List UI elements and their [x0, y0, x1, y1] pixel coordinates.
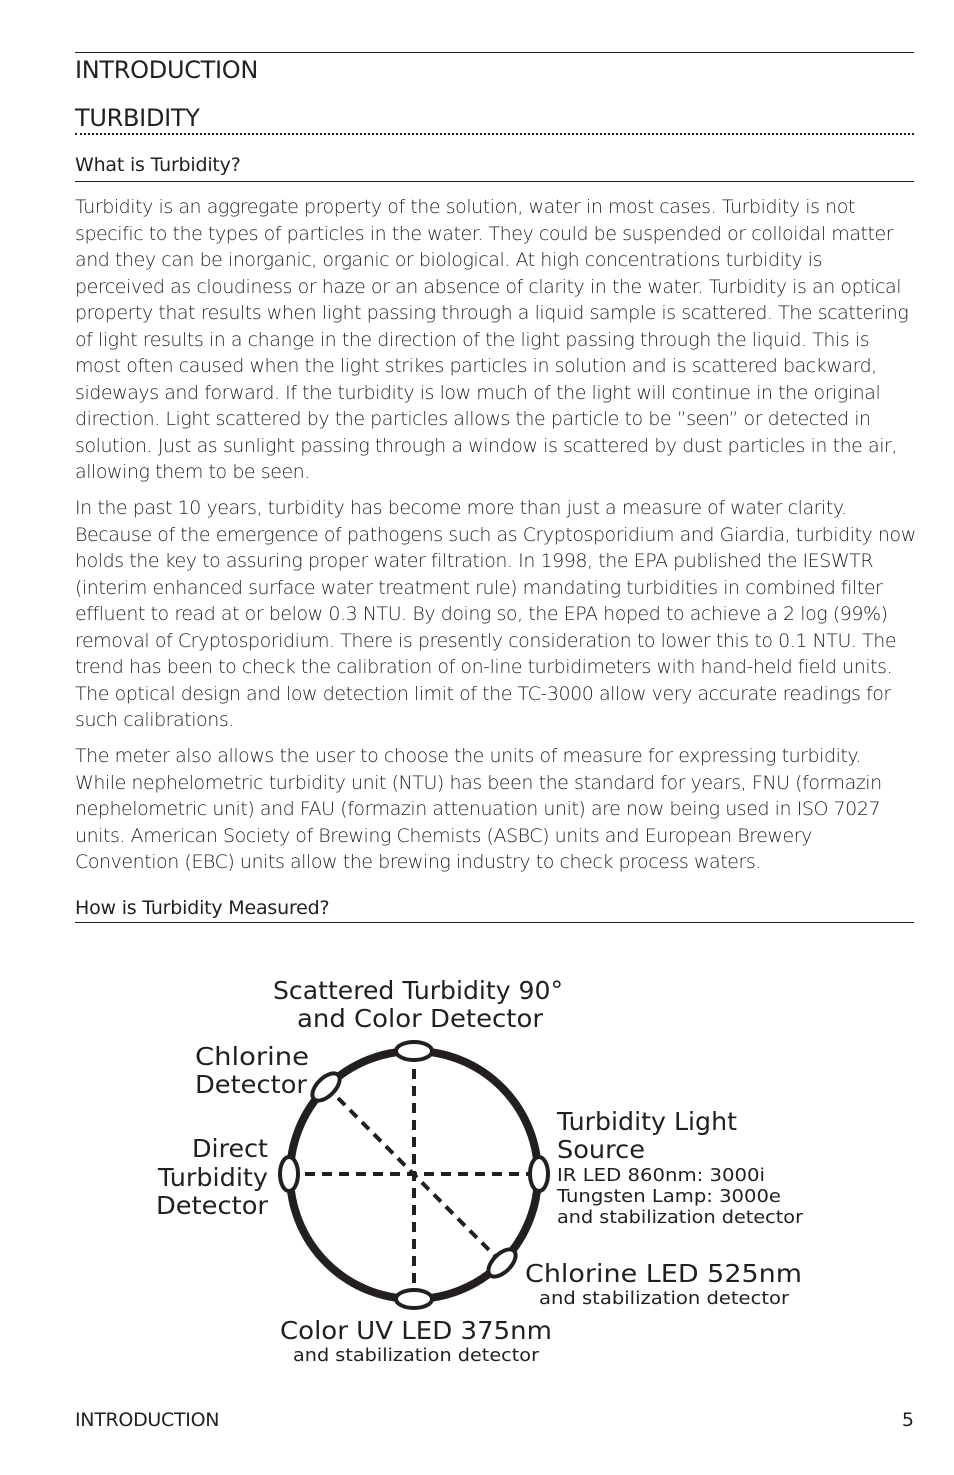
paragraph-history: In the past 10 years, turbidity has become more than just a measure of water clarity. Because of the emergence of pathogens such as Cryptosporidium and Giardia, turbidity now holds the key to assuring proper water filtration. In 1998, the EPA published the IESWTR (interim enhanced surface water treatment rule) mandating turbidities in combined filter effluent to read at or below 0.3 NTU. By doing so, the EPA hoped to achieve a 2 log (99%) removal of Cryptosporidium. There is presently consideration to lower this to 0.1 NTU. The trend has been to check the calibration of on-line turbidimeters with hand-held field units. The optical design and low detection limit of the TC-3000 allow very accurate readings for such calibrations. [75, 497, 916, 731]
label-chlorine-led-line1: Chlorine LED 525nm [525, 1259, 802, 1288]
what-is-rule [75, 181, 914, 182]
label-chlorine-detector-line1: Chlorine [195, 1042, 309, 1071]
top-rule [75, 52, 914, 53]
direct-detector [280, 1157, 298, 1191]
label-scattered-line2: and Color Detector [297, 1004, 544, 1033]
label-scattered-line1: Scattered Turbidity 90° [273, 976, 563, 1005]
page-number: 5 [901, 1409, 914, 1431]
label-uv-line1: Color UV LED 375nm [280, 1316, 552, 1345]
uv-led [396, 1290, 432, 1308]
section-title: INTRODUCTION [75, 56, 259, 84]
paragraph-definition: Turbidity is an aggregate property of the solution, water in most cases. Turbidity is not specific to the types of particles in the water. They could be suspended or colloidal matter and they can be inorganic, organic or biological. At high concentrations turbidity is perceived as cloudiness or haze or an absence of clarity in the water. Turbidity is an optical property that results when light passing through a liquid sample is scattered. The scattering of light results in a change in the direction of the light passing through the liquid. This is most often caused when the light strikes particles in solution and is scattered backward, sideways and forward. If the turbidity is low much of the light will continue in the original direction. Light scattered by the particles allows the particle to be ”seen” or detected in solution. Just as sunlight passing through a window is scattered by dust particles in the air, allowing them to be seen. [75, 196, 909, 483]
how-measured-rule [75, 922, 914, 923]
label-uv-line2: and stabilization detector [293, 1345, 540, 1366]
label-source-line1: Turbidity Light [555, 1107, 738, 1136]
label-direct-line3: Detector [156, 1191, 269, 1220]
what-is-heading: What is Turbidity? [75, 154, 241, 176]
label-source-line4: Tungsten Lamp: 3000e [555, 1186, 781, 1207]
chlorine-led [484, 1245, 521, 1282]
turbidity-measurement-diagram [0, 960, 954, 1380]
label-source-line2: Source [557, 1135, 645, 1164]
label-source-line5: and stabilization detector [557, 1207, 804, 1228]
label-chlorine-led-line2: and stabilization detector [539, 1288, 790, 1309]
dotted-divider [75, 133, 914, 135]
subsection-title: TURBIDITY [75, 104, 200, 132]
label-direct-line1: Direct [192, 1134, 269, 1163]
label-source-line3: IR LED 860nm: 3000i [557, 1165, 765, 1186]
light-source [530, 1157, 548, 1191]
scattered-detector [396, 1042, 432, 1060]
how-measured-heading: How is Turbidity Measured? [75, 897, 330, 919]
paragraph-units: The meter also allows the user to choose the units of measure for expressing turbidity. While nephelometric turbidity unit (NTU) has been the standard for years, FNU (formazin nephelometric unit) and FAU (formazin attenuation unit) are now being used in ISO 7027 units. American Society of Brewing Chemists (ASBC) units and European Brewery Convention (EBC) units allow the brewing industry to check process waters. [75, 745, 882, 873]
footer-section: INTRODUCTION [75, 1409, 220, 1431]
label-direct-line2: Turbidity [156, 1163, 269, 1192]
label-chlorine-detector-line2: Detector [195, 1070, 308, 1099]
